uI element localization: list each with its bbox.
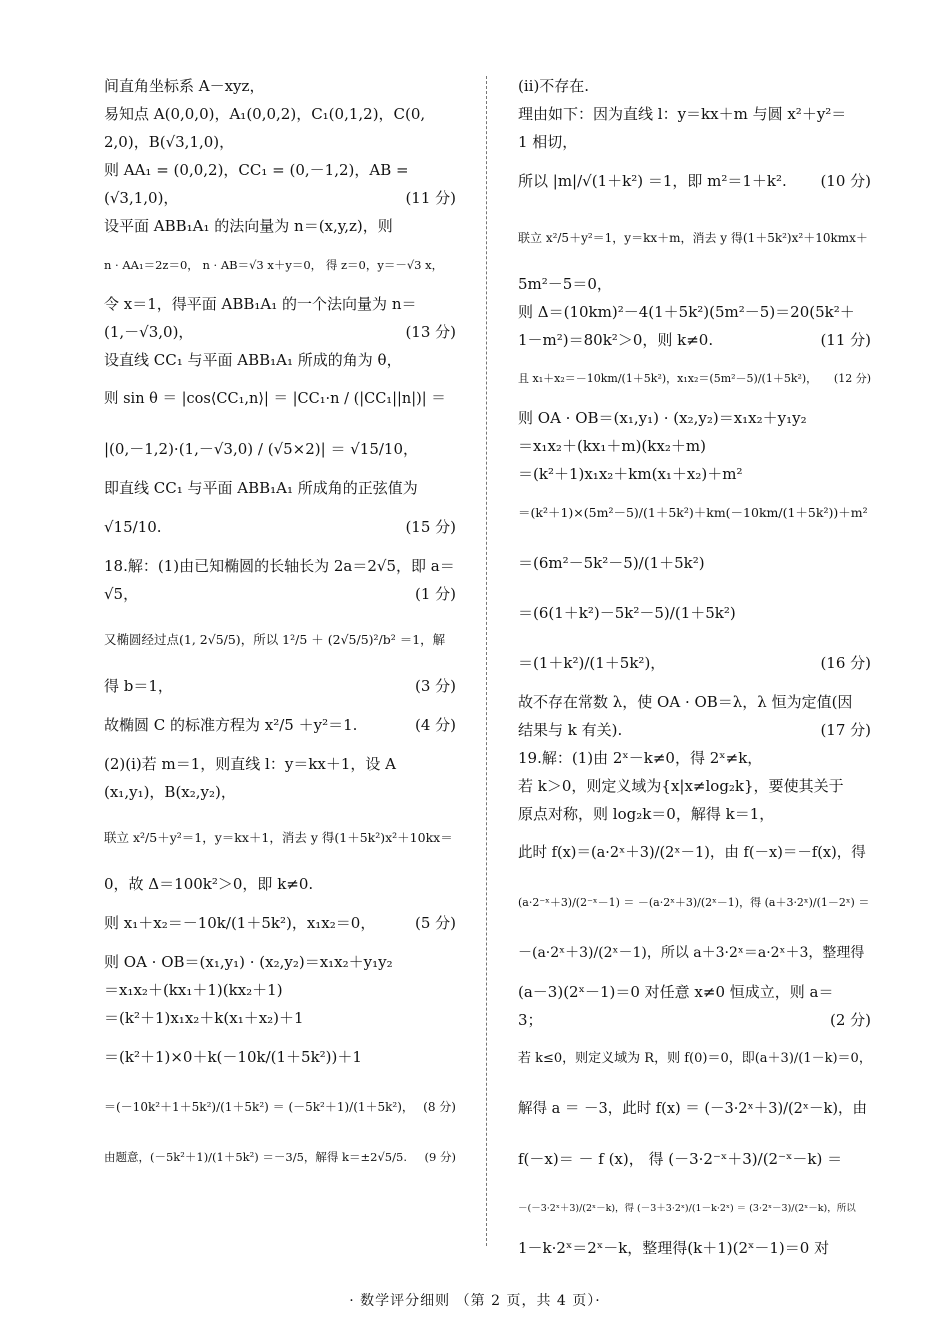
text-line: 结果与 k 有关). (17 分) bbox=[518, 716, 871, 744]
score-marker: (12 分) bbox=[833, 372, 871, 385]
score-marker: (5 分) bbox=[414, 914, 456, 932]
text-line: 得 b＝1， (3 分) bbox=[104, 672, 456, 700]
text-line: 理由如下：因为直线 l：y＝kx＋m 与圆 x²＋y²＝ bbox=[518, 105, 847, 123]
text-line: 则 OA · OB＝(x₁,y₁) · (x₂,y₂)＝x₁x₂＋y₁y₂ bbox=[518, 409, 807, 427]
question-heading: 18.解：(1)由已知椭圆的长轴长为 2a＝2√5，即 a＝ bbox=[104, 557, 455, 575]
score-marker: (10 分) bbox=[820, 172, 871, 190]
score-marker: (11 分) bbox=[820, 331, 871, 349]
text-line: 故不存在常数 λ，使 OA · OB＝λ，λ 恒为定值(因 bbox=[518, 693, 853, 711]
score-marker: (3 分) bbox=[414, 677, 456, 695]
equation-system: 联立 x²/5＋y²＝1，y＝kx＋1，消去 y 得(1＋5k²)x²＋10kx＝ bbox=[104, 830, 453, 845]
text-line: 令 x＝1，得平面 ABB₁A₁ 的一个法向量为 n＝ bbox=[104, 295, 417, 313]
formula-line: －(a·2ˣ＋3)/(2ˣ－1)，所以 a＋3·2ˣ＝a·2ˣ＋3，整理得 bbox=[518, 945, 865, 961]
formula-line: (a·2⁻ˣ＋3)/(2⁻ˣ－1) ＝ －(a·2ˣ＋3)/(2ˣ－1)，得 (a＋3·2ˣ)/(1－2ˣ) ＝ bbox=[518, 896, 870, 909]
score-marker: (17 分) bbox=[820, 721, 871, 739]
text-line: 1－m²)＝80k²＞0，则 k≠0. (11 分) bbox=[518, 326, 871, 354]
formula-line: 则 x₁＋x₂＝－10k/(1＋5k²)，x₁x₂＝0， (5 分) bbox=[104, 898, 456, 948]
text-line: 1 相切， bbox=[518, 133, 578, 151]
question-heading: 19.解：(1)由 2ˣ－k≠0，得 2ˣ≠k， bbox=[518, 749, 763, 767]
formula-line: －(－3·2ˣ＋3)/(2ˣ－k)，得 (－3＋3·2ˣ)/(1－k·2ˣ) ＝ (3·2ˣ－3)/(2ˣ－k)，所以 bbox=[518, 1203, 856, 1214]
score-marker: (4 分) bbox=[414, 716, 456, 734]
text-line: 则 OA · OB＝(x₁,y₁) · (x₂,y₂)＝x₁x₂＋y₁y₂ bbox=[104, 953, 393, 971]
formula-line: ＝(6m²－5k²－5)/(1＋5k²) bbox=[518, 554, 705, 572]
text-line: ＝(k²＋1)x₁x₂＋k(x₁＋x₂)＋1 bbox=[104, 1009, 304, 1027]
formula-line: ＝(k²＋1)×0＋k(－10k/(1＋5k²))＋1 bbox=[104, 1048, 362, 1066]
score-marker: (13 分) bbox=[405, 323, 456, 341]
formula-line: ＝(k²＋1)×(5m²－5)/(1＋5k²)＋km(－10km/(1＋5k²))＋m² bbox=[518, 505, 868, 520]
text-line: 易知点 A(0,0,0)，A₁(0,0,2)，C₁(0,1,2)，C(0, bbox=[104, 105, 426, 123]
formula-line: 又椭圆经过点(1, 2√5/5)，所以 1²/5 ＋ (2√5/5)²/b² ＝1，解 bbox=[104, 632, 446, 647]
text-line: 即直线 CC₁ 与平面 ABB₁A₁ 所成角的正弦值为 bbox=[104, 479, 418, 497]
text-line: 间直角坐标系 A－xyz， bbox=[104, 77, 265, 95]
formula-line: √15/10. (15 分) bbox=[104, 502, 456, 552]
text-line: ＝x₁x₂＋(kx₁＋m)(kx₂＋m) bbox=[518, 437, 706, 455]
equation-system: 联立 x²/5＋y²＝1，y＝kx＋m，消去 y 得(1＋5k²)x²＋10kmx＋ bbox=[518, 231, 868, 245]
text-line: ＝(k²＋1)x₁x₂＋km(x₁＋x₂)＋m² bbox=[518, 465, 743, 483]
text-line: 则 Δ＝(10km)²－4(1＋5k²)(5m²－5)＝20(5k²＋ bbox=[518, 303, 855, 321]
text-line: 1－k·2ˣ＝2ˣ－k，整理得(k＋1)(2ˣ－1)＝0 对 bbox=[518, 1239, 830, 1257]
text-line: (2)(ⅰ)若 m＝1，则直线 l：y＝kx＋1，设 A bbox=[104, 755, 397, 773]
formula-line: ＝(－10k²＋1＋5k²)/(1＋5k²) ＝ (－5k²＋1)/(1＋5k²)， (8 分) bbox=[104, 1082, 456, 1132]
formula-line: ＝(1＋k²)/(1＋5k²)， (16 分) bbox=[518, 638, 871, 688]
formula-line: 故椭圆 C 的标准方程为 x²/5 ＋y²＝1. (4 分) bbox=[104, 700, 456, 750]
left-column bbox=[104, 72, 456, 1182]
formula-line: 此时 f(x)＝(a·2ˣ＋3)/(2ˣ－1)，由 f(－x)＝－f(x)，得 bbox=[518, 845, 866, 861]
page-footer: · 数学评分细则 （第 2 页，共 4 页）· bbox=[349, 1293, 601, 1309]
formula-line: 若 k≤0，则定义域为 R，则 f(0)＝0，即(a＋3)/(1－k)＝0， bbox=[518, 1051, 872, 1066]
score-marker: (2 分) bbox=[829, 1011, 871, 1029]
formula-line: ＝(6(1＋k²)－5k²－5)/(1＋5k²) bbox=[518, 604, 736, 622]
formula-line: |(0,－1,2)·(1,－√3,0) / (√5×2)| ＝ √15/10， bbox=[104, 440, 419, 458]
text-line: 若 k＞0，则定义域为{x|x≠log₂k}，要使其关于 bbox=[518, 777, 844, 795]
formula-line: 且 x₁＋x₂＝－10km/(1＋5k²)，x₁x₂＝(5m²－5)/(1＋5k²)， (12 分) bbox=[518, 354, 871, 404]
text-line: 设平面 ABB₁A₁ 的法向量为 n＝(x,y,z)，则 bbox=[104, 217, 393, 235]
column-divider bbox=[486, 76, 487, 1246]
formula-line: f(－x)＝ － f (x)， 得 (－3·2⁻ˣ＋3)/(2⁻ˣ－k) ＝ bbox=[518, 1150, 843, 1168]
text-line: (a－3)(2ˣ－1)＝0 对任意 x≠0 恒成立，则 a＝ bbox=[518, 983, 834, 1001]
score-marker: (9 分) bbox=[424, 1150, 456, 1164]
score-marker: (16 分) bbox=[820, 654, 871, 672]
text-line: (ⅱ)不存在. bbox=[518, 77, 590, 95]
text-line: √5， (1 分) bbox=[104, 580, 456, 608]
text-line: (√3,1,0)， (11 分) bbox=[104, 184, 456, 212]
equation-system: n · AA₁＝2z＝0， n · AB＝√3 x＋y＝0， 得 z＝0，y＝－√3 x， bbox=[104, 258, 444, 272]
score-marker: (1 分) bbox=[414, 585, 456, 603]
right-column bbox=[518, 72, 871, 1262]
text-line: 5m²－5＝0， bbox=[518, 275, 612, 293]
text-line: 2,0)，B(√3,1,0)， bbox=[104, 133, 235, 151]
text-line: 则 AA₁ = (0,0,2)，CC₁ = (0,－1,2)，AB = bbox=[104, 161, 409, 179]
text-line: (1,－√3,0)， (13 分) bbox=[104, 318, 456, 346]
text-line: 原点对称，则 log₂k＝0，解得 k＝1， bbox=[518, 805, 775, 823]
formula-line: 解得 a ＝ －3，此时 f(x) ＝ (－3·2ˣ＋3)/(2ˣ－k)，由 bbox=[518, 1101, 867, 1117]
formula-line: 由题意，(－5k²＋1)/(1＋5k²) ＝－3/5，解得 k＝±2√5/5. (9 分) bbox=[104, 1132, 456, 1182]
formula-line: 所以 |m|/√(1＋k²) ＝1，即 m²＝1＋k². (10 分) bbox=[518, 156, 871, 206]
score-marker: (8 分) bbox=[423, 1100, 456, 1114]
text-line: 设直线 CC₁ 与平面 ABB₁A₁ 所成的角为 θ， bbox=[104, 351, 402, 369]
text-line: 3； (2 分) bbox=[518, 1006, 871, 1034]
text-line: ＝x₁x₂＋(kx₁＋1)(kx₂＋1) bbox=[104, 981, 283, 999]
text-line: 0，故 Δ＝100k²＞0，即 k≠0. bbox=[104, 875, 314, 893]
formula-line: 则 sin θ ＝ |cos⟨CC₁,n⟩| ＝ |CC₁·n / (|CC₁||n|)| ＝ bbox=[104, 391, 446, 407]
text-line: (x₁,y₁)，B(x₂,y₂)， bbox=[104, 783, 236, 801]
score-marker: (11 分) bbox=[405, 189, 456, 207]
score-marker: (15 分) bbox=[405, 518, 456, 536]
